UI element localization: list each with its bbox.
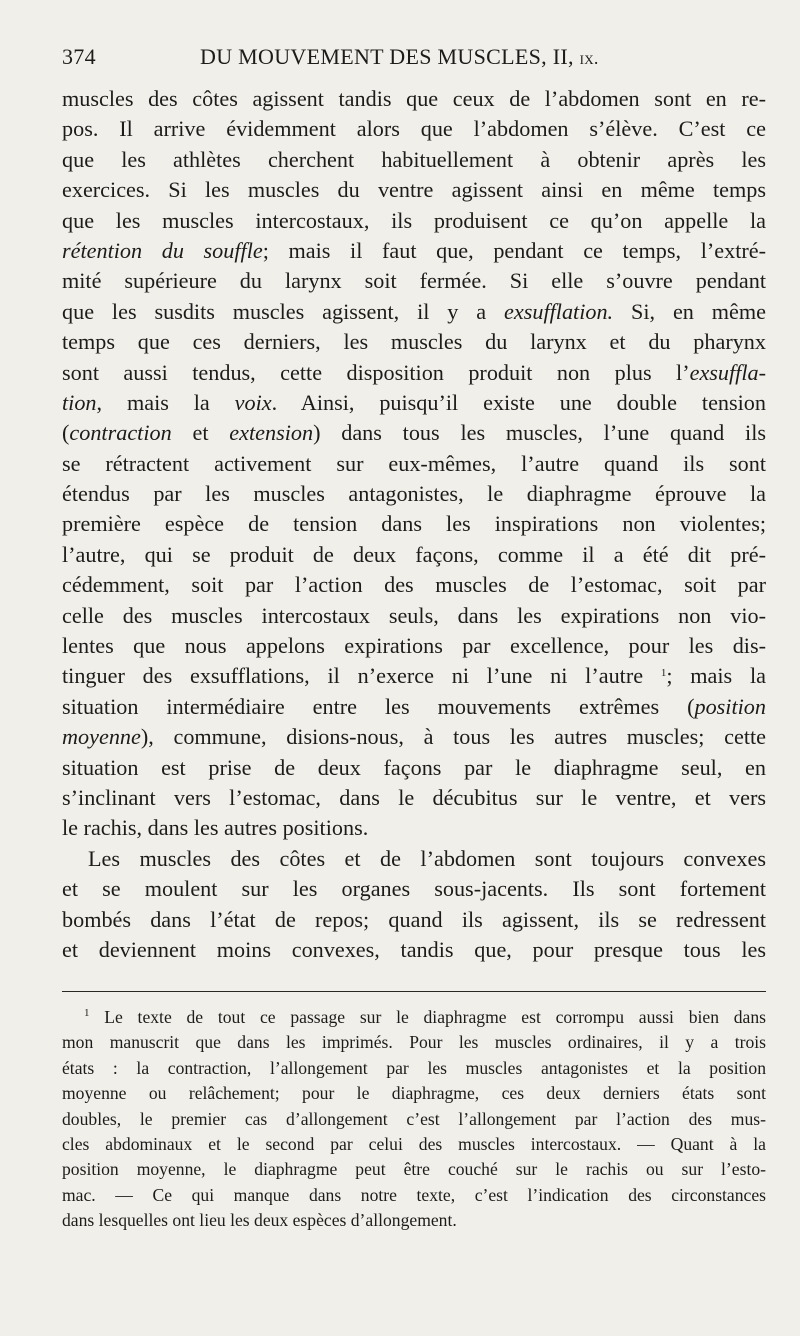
footnote-line [62, 1056, 766, 1081]
footnote-line [62, 1081, 766, 1106]
page-number: 374 [62, 44, 96, 69]
text-line [62, 479, 766, 509]
text-line [62, 540, 766, 570]
text-run: , mais la [96, 389, 235, 415]
footnote-divider [62, 991, 766, 992]
chapter-number: ix. [579, 48, 599, 68]
text-line [62, 206, 766, 236]
text-run: s’inclinant vers l’estomac, dans le décubitus sur le ventre, et vers [62, 784, 766, 810]
page [62, 44, 766, 965]
footnote-line [62, 1107, 766, 1132]
text-run: ) dans tous les muscles, l’une quand ils [313, 420, 767, 446]
text-run: ; mais il faut que, pendant ce temps, l’extré- [262, 237, 766, 263]
text-line [62, 874, 766, 904]
footnote-line [62, 1183, 766, 1208]
italic-term: exsufflation. [504, 298, 614, 324]
italic-term: voix [234, 389, 272, 415]
text-run: doubles, le premier cas d’allongement c’est l’allongement par l’action des mus- [62, 1108, 766, 1129]
text-run: que les susdits muscles agissent, il y a [62, 298, 505, 324]
text-line [62, 236, 766, 266]
text-run: tinguer des exsufflations, il n’exerce ni l’une ni l’autre [62, 663, 661, 689]
text-line [62, 358, 766, 388]
text-run: étendus par les muscles antagonistes, le diaphragme éprouve la [62, 481, 766, 507]
text-run: sont aussi tendus, cette disposition produit non plus l’ [62, 359, 690, 385]
footnote [62, 1005, 766, 1234]
text-line [62, 388, 766, 418]
text-run: ( [62, 420, 70, 446]
body-text [62, 84, 766, 965]
text-run: Si, en même [613, 298, 766, 324]
text-run: cles abdominaux et le second par celui des muscles intercostaux. — Quant à la [62, 1133, 766, 1154]
footnote-marker: 1 [660, 667, 667, 680]
text-run: Les muscles des côtes et de l’abdomen sont toujours convexes [88, 845, 766, 871]
text-line [62, 449, 766, 479]
italic-term: rétention du souffle [62, 237, 263, 263]
text-line [62, 145, 766, 175]
text-run: et [171, 420, 230, 446]
text-line [62, 570, 766, 600]
text-run: première espèce de tension dans les inspirations non violentes; [62, 511, 766, 537]
text-line [62, 327, 766, 357]
italic-term: extension [229, 420, 314, 446]
text-run: position moyenne, le diaphragme peut être couché sur le rachis ou sur l’esto- [62, 1159, 766, 1180]
footnote-line [62, 1157, 766, 1182]
text-line [62, 905, 766, 935]
italic-term: moyenne [62, 724, 141, 750]
text-run: mon manuscrit que dans les imprimés. Pour les muscles ordinaires, il y a trois [62, 1032, 766, 1053]
italic-term: exsuffla- [689, 359, 766, 385]
footnote-line [62, 1030, 766, 1055]
text-run: cédemment, soit par l’action des muscles de l’estomac, soit par [62, 572, 766, 598]
text-run: temps que ces derniers, les muscles du larynx et du pharynx [62, 329, 766, 355]
text-run: bombés dans l’état de repos; quand ils agissent, ils se redressent [62, 906, 766, 932]
text-line [62, 175, 766, 205]
text-run: moyenne ou relâchement; pour le diaphragme, ces deux derniers états sont [62, 1083, 766, 1104]
text-run: le rachis, dans les autres positions. [62, 815, 369, 841]
text-line [62, 509, 766, 539]
footnote-line [62, 1132, 766, 1157]
text-run: Le texte de tout ce passage sur le diaphragme est corrompu aussi bien dans [89, 1007, 766, 1027]
text-run: pos. Il arrive évidemment alors que l’abdomen s’élève. C’est ce [62, 116, 766, 142]
text-line [62, 935, 766, 965]
text-line [62, 722, 766, 752]
text-line [62, 753, 766, 783]
text-line [62, 661, 766, 691]
text-run: états : la contraction, l’allongement par les muscles antagonistes et la position [62, 1057, 766, 1078]
text-run: exercices. Si les muscles du ventre agissent ainsi en même temps [62, 177, 766, 203]
text-line [62, 84, 766, 114]
text-run: lentes que nous appelons expirations par excellence, pour les dis- [62, 633, 766, 659]
text-run: l’autre, qui se produit de deux façons, comme il a été dit pré- [62, 541, 766, 567]
text-run: muscles des côtes agissent tandis que ceux de l’abdomen sont en re- [62, 86, 766, 111]
text-run: que les muscles intercostaux, ils produisent ce qu’on appelle la [62, 207, 766, 233]
text-line [62, 418, 766, 448]
text-run: se rétractent activement sur eux-mêmes, l’autre quand ils sont [62, 450, 766, 476]
running-title-text: DU MOUVEMENT DES MUSCLES, II, [200, 44, 574, 69]
running-head [62, 44, 766, 76]
text-run: et deviennent moins convexes, tandis que, pour presque tous les [62, 936, 766, 962]
footnote-line [62, 1208, 766, 1233]
text-run: que les athlètes cherchent habituellement à obtenir après les [62, 146, 766, 172]
text-line [62, 297, 766, 327]
text-line [62, 631, 766, 661]
text-run: ), commune, disions-nous, à tous les autres muscles; cette [140, 724, 766, 750]
text-line [62, 813, 766, 843]
text-run: . Ainsi, puisqu’il existe une double tension [271, 389, 766, 415]
text-line [62, 601, 766, 631]
text-run: mité supérieure du larynx soit fermée. Si elle s’ouvre pendant [62, 268, 766, 294]
text-run: mac. — Ce qui manque dans notre texte, c’est l’indication des circonstances [62, 1184, 766, 1205]
footnote-marker: 1 [84, 1007, 90, 1019]
text-run: dans lesquelles ont lieu les deux espèces d’allongement. [62, 1210, 457, 1231]
text-run: celle des muscles intercostaux seuls, dans les expirations non vio- [62, 602, 766, 628]
text-line [62, 783, 766, 813]
italic-term: tion [62, 389, 97, 415]
footnote-line [62, 1005, 766, 1030]
text-run: situation intermédiaire entre les mouvements extrêmes ( [62, 693, 695, 719]
text-line [62, 266, 766, 296]
text-run: ; mais la [666, 663, 766, 689]
italic-term: position [694, 693, 766, 719]
text-run: et se moulent sur les organes sous-jacents. Ils sont fortement [62, 876, 766, 902]
text-run: situation est prise de deux façons par le diaphragme seul, en [62, 754, 766, 780]
text-line [62, 114, 766, 144]
text-line [62, 692, 766, 722]
running-title [200, 44, 599, 70]
text-line [62, 844, 766, 874]
italic-term: contraction [69, 420, 172, 446]
